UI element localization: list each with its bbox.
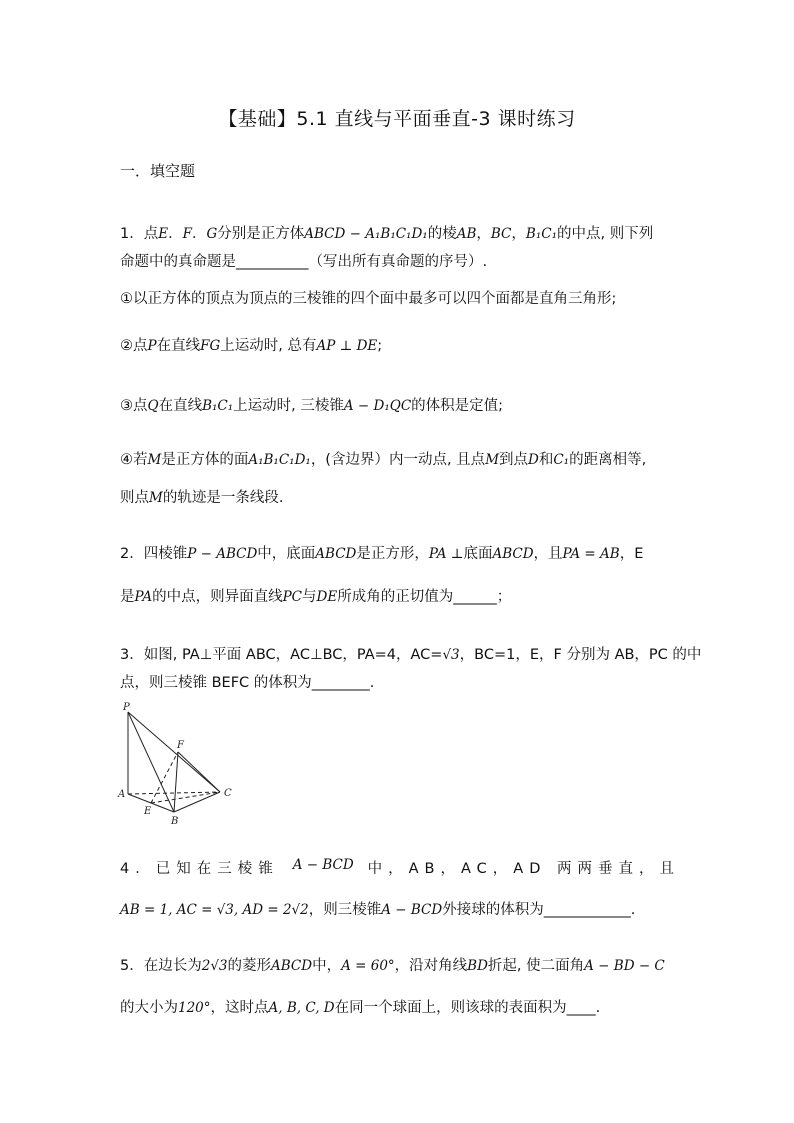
math: ABCD xyxy=(315,546,357,562)
text: ，沿对角线 xyxy=(394,958,468,974)
text: 5．在边长为 xyxy=(120,958,202,974)
text: 是 xyxy=(120,589,135,605)
text: 到点 xyxy=(499,452,529,468)
text: ， xyxy=(511,226,526,242)
math: G xyxy=(206,226,218,242)
text: 的中点, 则下列 xyxy=(556,226,654,242)
edge-BC xyxy=(174,792,220,812)
math: A, B, C, D xyxy=(268,1000,335,1016)
text: ， xyxy=(476,226,491,242)
text: ②点 xyxy=(120,338,148,354)
math: AB xyxy=(456,226,477,242)
math: M xyxy=(485,452,500,468)
math: A − BD − C xyxy=(584,958,665,974)
math: DE xyxy=(316,589,338,605)
math: BC xyxy=(490,226,512,242)
math: A − BCD xyxy=(381,902,443,918)
text: 的距离相等, xyxy=(569,452,647,468)
text: 中，底面 xyxy=(257,546,316,562)
text: 折起, 使二面角 xyxy=(487,958,585,974)
math: B₁C₁ xyxy=(525,226,557,242)
q3-line-1 xyxy=(120,643,702,664)
text: ． xyxy=(191,226,207,242)
math: Q xyxy=(147,398,159,414)
text: ④若 xyxy=(120,452,148,468)
math: AP ⊥ DE xyxy=(316,338,378,354)
math: M xyxy=(149,490,163,506)
q3-line-2: 点，则三棱锥 BEFC 的体积为________. xyxy=(120,675,375,691)
text: 的中点，则异面直线 xyxy=(152,589,283,605)
text: 在直线 xyxy=(158,398,203,414)
math: A − BCD xyxy=(292,857,354,873)
text: 则点 xyxy=(120,490,149,506)
text: ，且 xyxy=(533,546,563,562)
text: 的体积是定值; xyxy=(411,398,504,414)
document-title: 【基础】5.1 直线与平面垂直-3 课时练习 xyxy=(218,108,576,130)
math: F xyxy=(182,226,192,242)
q1-line-2: 命题中的真命题是__________（写出所有真命题的序号）. xyxy=(120,254,488,270)
text: 中， xyxy=(312,958,342,974)
text: 是正方体的面 xyxy=(161,452,249,468)
text: 是正方形， xyxy=(356,546,429,562)
text: ③点 xyxy=(120,398,148,414)
edge-AC-hidden xyxy=(128,792,220,794)
math: A = 60° xyxy=(341,958,395,974)
q1-option-4 xyxy=(120,448,680,469)
math: B₁C₁ xyxy=(202,398,234,414)
math: PA ⊥ xyxy=(428,546,464,562)
text: ． xyxy=(168,226,183,242)
text: ，BC=1，E，F 分别为 AB，PC 的中 xyxy=(459,647,702,663)
text: 所成角的正切值为______； xyxy=(337,589,512,605)
text: 中，AB，AC，AD 两两垂直，且 xyxy=(367,861,680,877)
math: A − D₁QC xyxy=(343,398,412,414)
math: FG xyxy=(200,338,221,354)
text: ，E xyxy=(619,546,644,562)
text: ; xyxy=(377,338,383,354)
math: D xyxy=(528,452,539,468)
text: 在同一个球面上，则该球的表面积为____. xyxy=(334,1000,601,1016)
math: PA = AB xyxy=(562,546,620,562)
label-F: F xyxy=(177,740,184,751)
text: 与 xyxy=(302,589,317,605)
q1-option-1: ①以正方体的顶点为顶点的三棱锥的四个面中最多可以四个面都是直角三角形; xyxy=(120,291,617,307)
text: 底面 xyxy=(463,546,493,562)
label-C: C xyxy=(224,788,232,799)
q5-line-2 xyxy=(120,996,680,1017)
text: 的棱 xyxy=(427,226,457,242)
edge-EC-hidden xyxy=(151,792,220,803)
label-A: A xyxy=(118,789,126,800)
edge-PC xyxy=(128,712,220,792)
edge-FB xyxy=(174,752,178,812)
pyramid-figure xyxy=(112,700,242,828)
math: AB = 1, AC = √3, AD = 2√2 xyxy=(120,902,309,918)
edge-EF-hidden xyxy=(151,752,178,803)
text: ，这时点 xyxy=(210,1000,269,1016)
math: 120° xyxy=(178,1000,211,1016)
math: ABCD xyxy=(271,958,313,974)
math: PA xyxy=(134,589,153,605)
math: E xyxy=(158,226,169,242)
math: √3 xyxy=(442,647,460,663)
math: P xyxy=(147,338,157,354)
text: 上运动时, 总有 xyxy=(220,338,317,354)
text: ，则三棱锥 xyxy=(308,902,382,918)
math: C₁ xyxy=(553,452,570,468)
q1-option-3 xyxy=(120,394,680,415)
math: P − ABCD xyxy=(187,546,258,562)
q4-line-1 xyxy=(120,857,680,878)
math: PC xyxy=(282,589,303,605)
math: ABCD xyxy=(492,546,534,562)
label-E: E xyxy=(144,806,152,817)
text: 分别是正方体 xyxy=(217,226,305,242)
text: 的菱形 xyxy=(227,958,272,974)
math: M xyxy=(147,452,162,468)
text: 1．点 xyxy=(120,226,159,242)
text: 的轨迹是一条线段. xyxy=(162,490,284,506)
label-B: B xyxy=(171,816,179,827)
text: 3．如图, PA⊥平面 ABC，AC⊥BC，PA=4，AC= xyxy=(120,647,443,663)
text: 外接球的体积为____________. xyxy=(442,902,636,918)
text: ，(含边界）内一动点, 且点 xyxy=(310,452,486,468)
text: 在直线 xyxy=(156,338,201,354)
q1-line-1 xyxy=(120,222,680,243)
text: 上运动时, 三棱锥 xyxy=(233,398,344,414)
q4-line-2 xyxy=(120,898,680,919)
edge-FC xyxy=(178,752,220,792)
q2-line-1 xyxy=(120,542,680,563)
math: BD xyxy=(467,958,488,974)
math: ABCD − A₁B₁C₁D₁ xyxy=(304,226,428,242)
q5-line-1 xyxy=(120,954,680,975)
text: 4．已知在三棱锥 xyxy=(120,861,279,877)
q1-option-4-line-2 xyxy=(120,486,680,507)
section-heading: 一．填空题 xyxy=(120,162,196,180)
math: 2√3 xyxy=(201,958,228,974)
text: 和 xyxy=(538,452,554,468)
label-P: P xyxy=(123,702,130,713)
q2-line-2 xyxy=(120,585,680,606)
math: A₁B₁C₁D₁ xyxy=(248,452,311,468)
text: 的大小为 xyxy=(120,1000,178,1016)
text: 2．四棱锥 xyxy=(120,546,188,562)
q1-option-2 xyxy=(120,334,680,355)
